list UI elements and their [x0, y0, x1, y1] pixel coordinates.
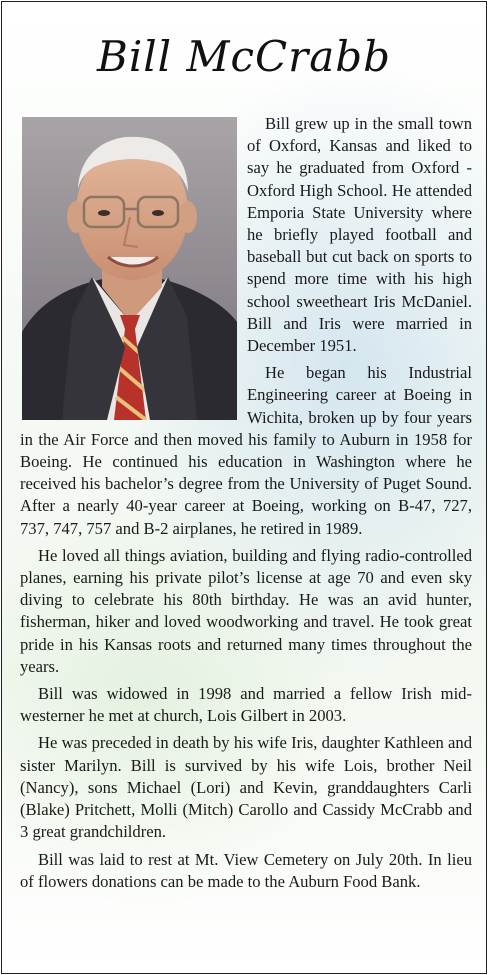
paragraph-remarriage: Bill was widowed in 1998 and married a fellow Irish mid-westerner he met at church, Lois Gilbert in 2003.	[20, 684, 472, 726]
paragraph-service: Bill was laid to rest at Mt. View Cemetery on July 20th. In lieu of flowers donations can be made to the Auburn Food Bank.	[20, 849, 472, 891]
obituary-name: Bill McCrabb	[96, 32, 392, 81]
obituary-body	[20, 113, 472, 898]
paragraph-family: He was preceded in death by his wife Iris, daughter Kathleen and sister Marilyn. Bill is survived by his wife Lois, brother Neil (Nancy), sons Michael (Lori) and Kevin, granddaughters Carli (Blake) Pritchett, Molli (Mitch) Carollo and Cassidy McCrabb and 3 great grandchildren.	[20, 733, 472, 842]
obituary-card	[1, 1, 487, 974]
photo-text-wrap	[20, 113, 247, 421]
paragraph-career: He began his Industrial Engineering career at Boeing in Wichita, broken up by four years in the Air Force and then moved his family to Auburn in 1958 for Boeing. He continued his education in Washington where he received his bachelor’s degree from the University of Puget Sound. After a nearly 40-year career at Boeing, working on B-47, 727, 737, 747, 757 and B-2 airplanes, he retired in 1989.	[20, 363, 472, 538]
paragraph-hobbies: He loved all things aviation, building and flying radio-controlled planes, earning his private pilot’s license at age 70 and even sky diving to celebrate his 80th birthday. He was an avid hunter, fisherman, hiker and loved woodworking and travel. He took great pride in his Kansas roots and returned many times throughout the years.	[20, 545, 472, 676]
paragraph-early-life: Bill grew up in the small town of Oxford, Kansas and liked to say he graduated from Oxford - Oxford High School. He attended Emporia State University where he briefly played football and baseball but cut back on sports to spend more time with his high school sweetheart Iris McDaniel. Bill and Iris were married in December 1951.	[247, 114, 472, 356]
